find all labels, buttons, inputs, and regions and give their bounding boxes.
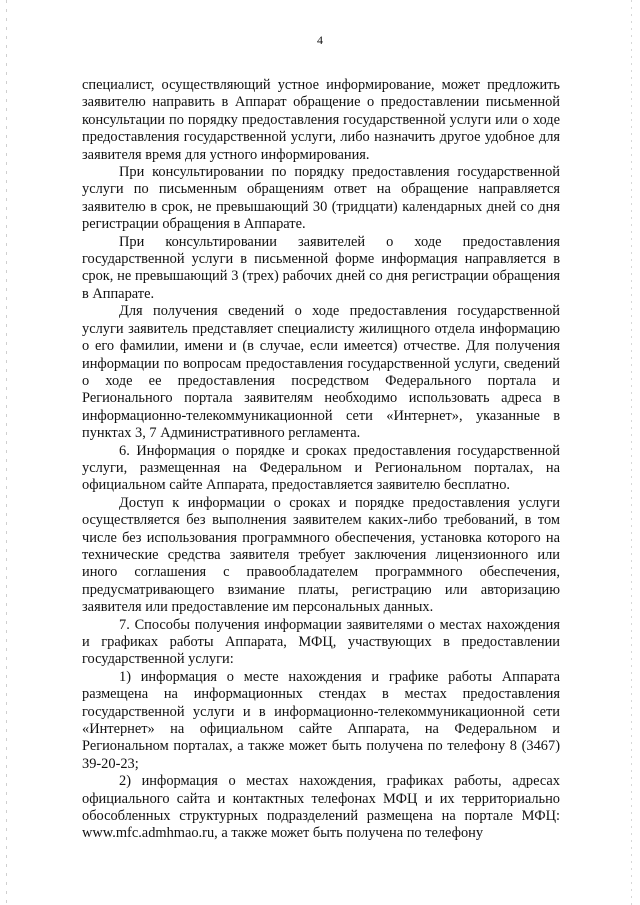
paragraph-4: Для получения сведений о ходе предоставления государственной услуги заявитель представляет специалисту жилищного отдела информацию о его фамилии, имени и (в случае, если имеется) отчестве. Для получения информации по вопросам предоставления государственной услуги, сведений о ходе ее предоставления посредством Федерального портала и Регионального портала заявителям необходимо использовать адреса в информационно-телекоммуникационной сети «Интернет», указанные в пунктах 3, 7 Административного регламента. <box>82 303 560 442</box>
document-body <box>82 77 560 843</box>
paragraph-section-7: 7. Способы получения информации заявителями о местах нахождения и графиках работы Аппарата, МФЦ, участвующих в предоставлении государственной услуги: <box>82 616 560 668</box>
paragraph-6: Доступ к информации о сроках и порядке предоставления услуги осуществляется без выполнения заявителем каких-либо требований, в том числе без использования программного обеспечения, установка которого на технические средства заявителя требует заключения лицензионного или иного соглашения с правообладателем программного обеспечения, предусматривающего взимание платы, регистрацию или авторизацию заявителя или предоставление им персональных данных. <box>82 494 560 616</box>
scan-edge-left <box>6 0 7 905</box>
paragraph-3: При консультировании заявителей о ходе предоставления государственной услуги в письменной форме информация направляется в срок, не превышающий 3 (трех) рабочих дней со дня регистрации обращения в Аппарате. <box>82 233 560 302</box>
scan-edge-right <box>631 0 632 905</box>
page-number: 4 <box>317 33 323 47</box>
paragraph-section-6: 6. Информация о порядке и сроках предоставления государственной услуги, размещенная на Федеральном и Региональном порталах, на официальном сайте Аппарата, предоставляется заявителю бесплатно. <box>82 442 560 494</box>
list-item-2: 2) информация о местах нахождения, графиках работы, адресах официального сайта и контактных телефонах МФЦ и их территориально обособленных структурных подразделений размещена на портале МФЦ: www.mfc.admhmao.ru, а также может быть получена по телефону <box>82 773 560 842</box>
paragraph-2: При консультировании по порядку предоставления государственной услуги по письменным обращениям ответ на обращение направляется заявителю в срок, не превышающий 30 (тридцати) календарных дней со дня регистрации обращения в Аппарате. <box>82 164 560 233</box>
paragraph-1: специалист, осуществляющий устное информирование, может предложить заявителю направить в Аппарат обращение о предоставлении письменной консультации по порядку предоставления государственной услуги или о ходе предоставления государственной услуги, либо назначить другое удобное для заявителя время для устного информирования. <box>82 77 560 163</box>
list-item-1: 1) информация о месте нахождения и графике работы Аппарата размещена на информационных стендах в местах предоставления государственной услуги и в информационно-телекоммуникационной сети «Интернет» на официальном сайте Аппарата, на Федеральном и Региональном порталах, а также может быть получена по телефону 8 (3467) 39-20-23; <box>82 668 560 772</box>
